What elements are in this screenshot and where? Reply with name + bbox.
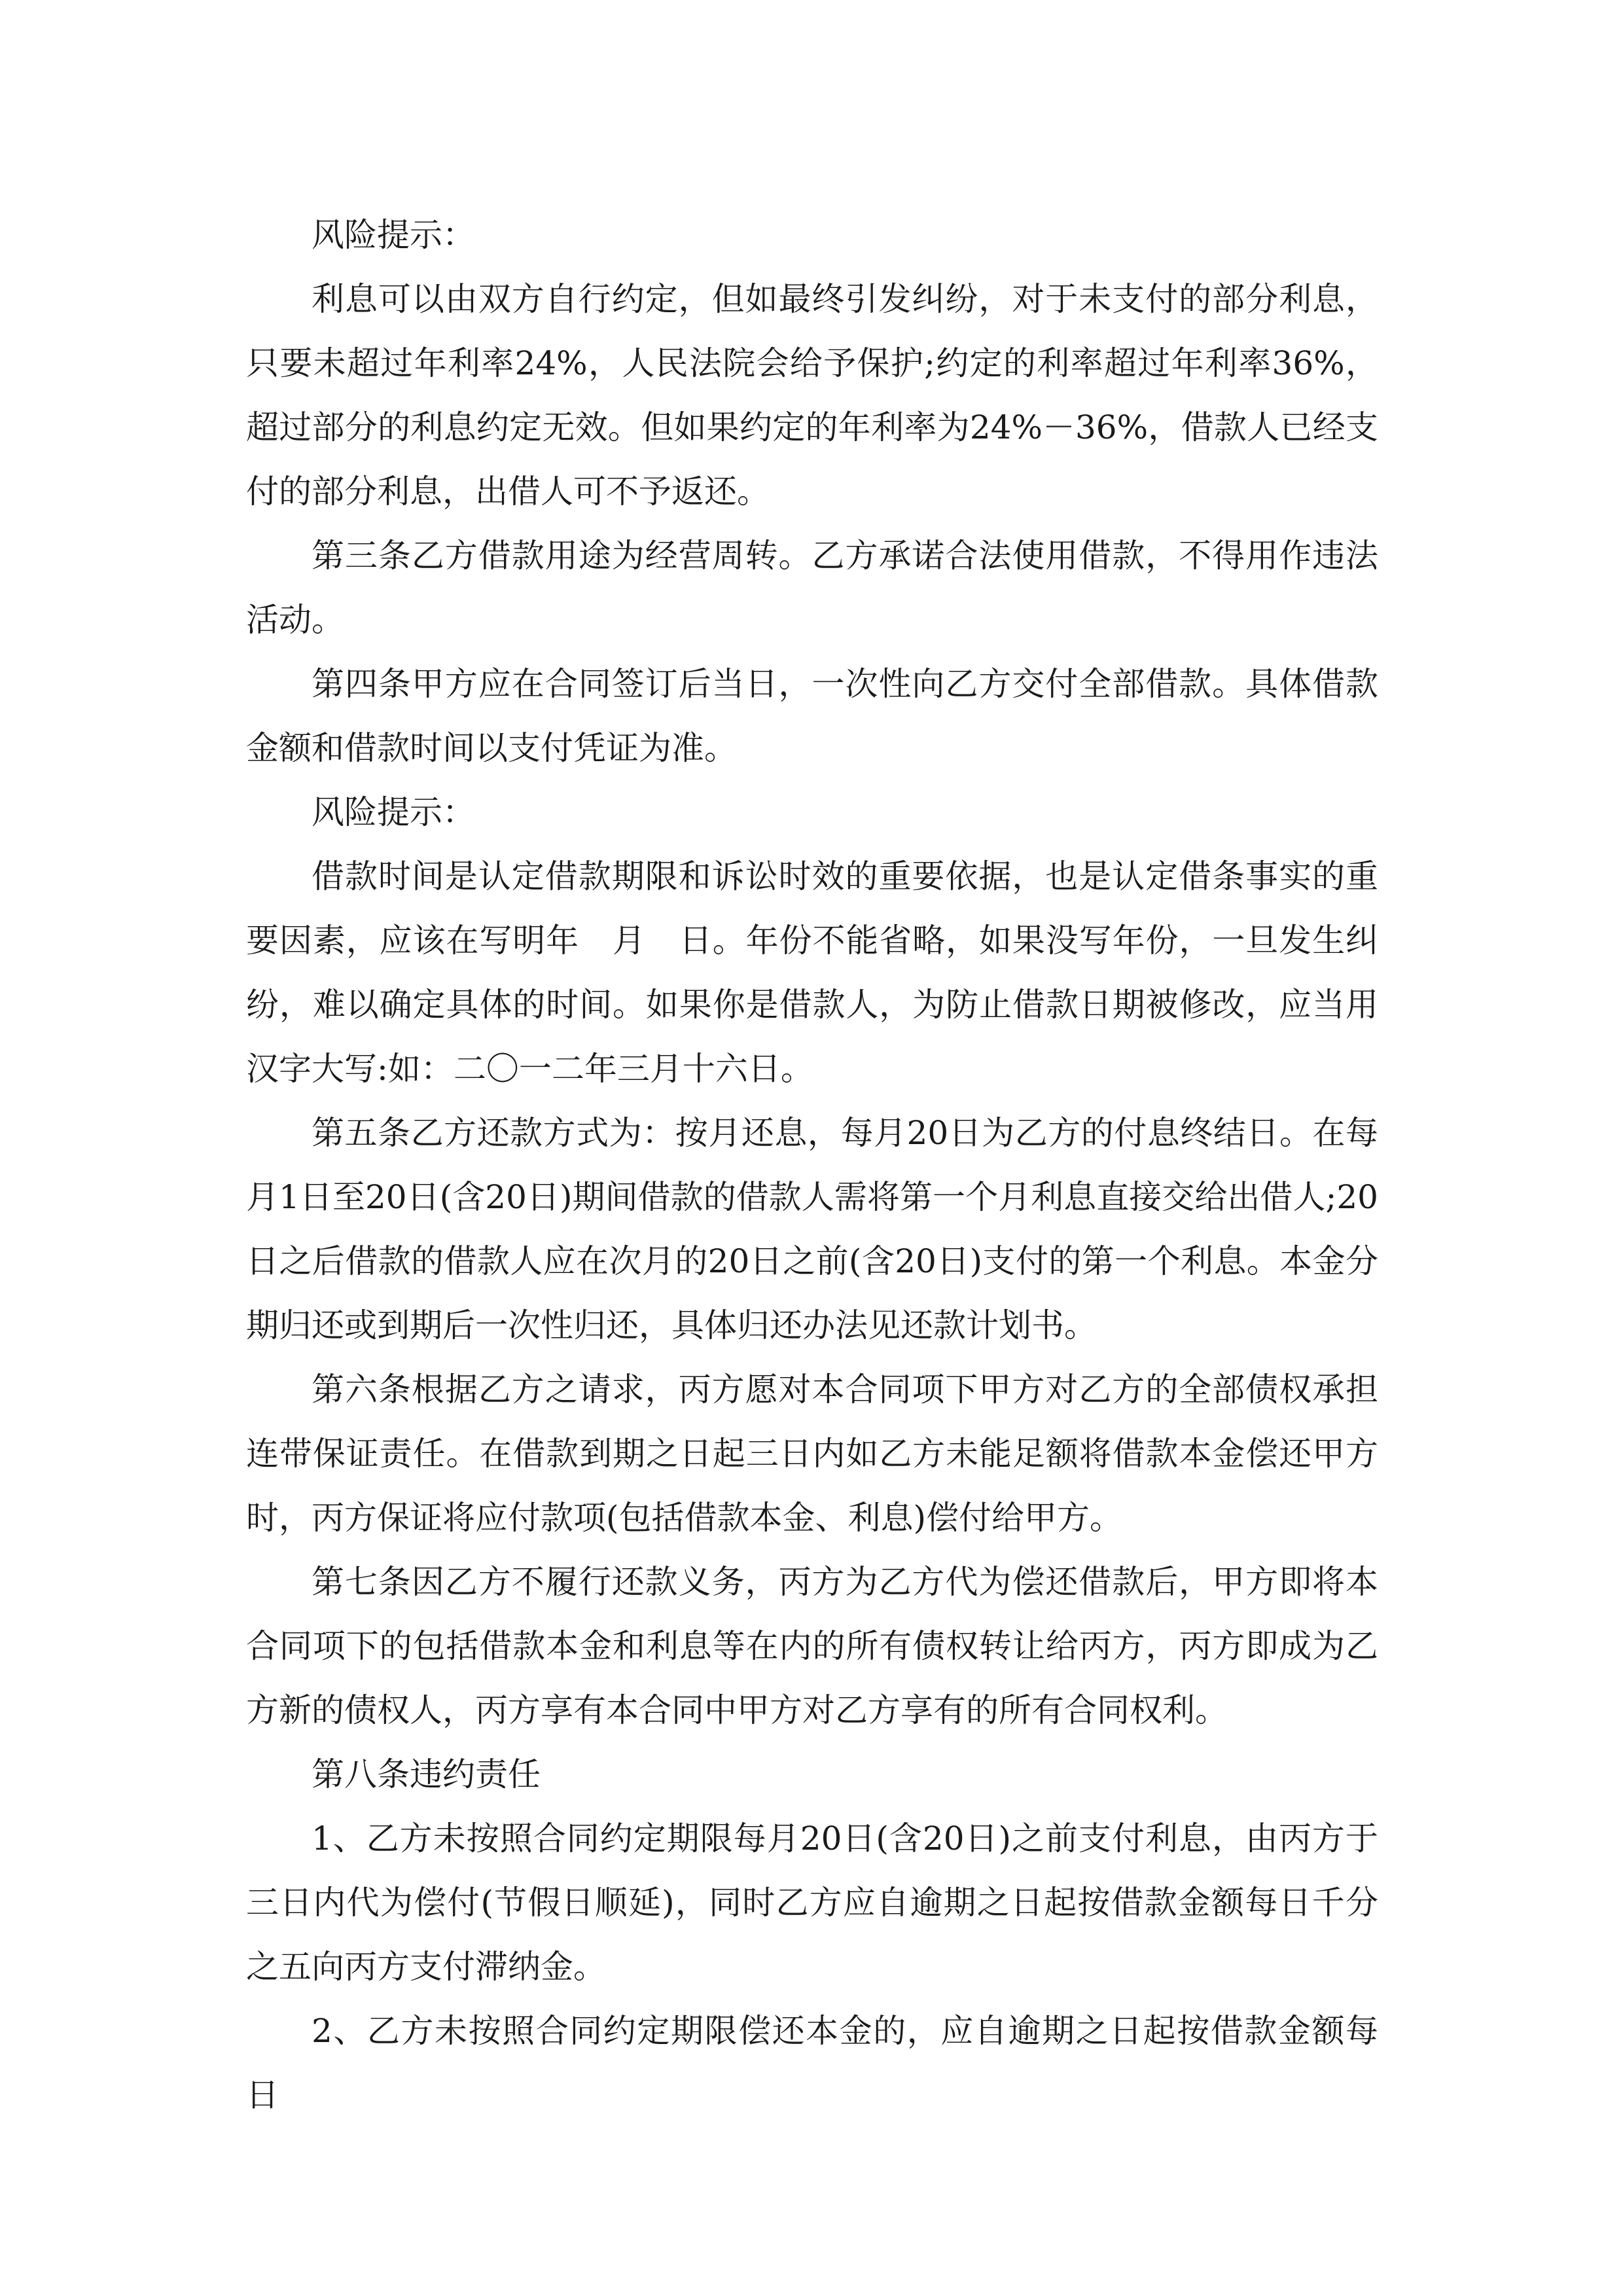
loan-time-risk-paragraph: 借款时间是认定借款期限和诉讼时效的重要依据，也是认定借条事实的重要因素，应该在写明年 月 日。年份不能省略，如果没写年份，一旦发生纠纷，难以确定具体的时间。如果你是借款人，为防止借款日期被修改，应当用汉字大写:如：二〇一二年三月十六日。 (246, 857, 1378, 1088)
risk-notice-heading-2: 风险提示： (312, 793, 475, 831)
breach-clause-2: 2、乙方未按照合同约定期限偿还本金的，应自逾期之日起按借款金额每日 (246, 2012, 1378, 2114)
article-7-paragraph: 第七条因乙方不履行还款义务，丙方为乙方代为偿还借款后，甲方即将本合同项下的包括借款本金和利息等在内的所有债权转让给丙方，丙方即成为乙方新的债权人，丙方享有本合同中甲方对乙方享有的所有合同权利。 (246, 1563, 1378, 1729)
article-6-paragraph: 第六条根据乙方之请求，丙方愿对本合同项下甲方对乙方的全部债权承担连带保证责任。在借款到期之日起三日内如乙方未能足额将借款本金偿还甲方时，丙方保证将应付款项(包括借款本金、利息)偿付给甲方。 (246, 1371, 1378, 1537)
article-3-paragraph: 第三条乙方借款用途为经营周转。乙方承诺合法使用借款，不得用作违法活动。 (246, 537, 1378, 639)
breach-clause-1: 1、乙方未按照合同约定期限每月20日(含20日)之前支付利息，由丙方于三日内代为偿付(节假日顺延)，同时乙方应自逾期之日起按借款金额每日千分之五向丙方支付滞纳金。 (246, 1820, 1378, 1986)
document-body (246, 203, 1378, 2127)
risk-notice-heading: 风险提示： (312, 216, 475, 254)
interest-risk-paragraph: 利息可以由双方自行约定，但如最终引发纠纷，对于未支付的部分利息，只要未超过年利率24%，人民法院会给予保护;约定的利率超过年利率36%，超过部分的利息约定无效。但如果约定的年利率为24%－36%，借款人已经支付的部分利息，出借人可不予返还。 (246, 280, 1378, 511)
article-4-paragraph: 第四条甲方应在合同签订后当日，一次性向乙方交付全部借款。具体借款金额和借款时间以支付凭证为准。 (246, 665, 1378, 767)
article-5-paragraph: 第五条乙方还款方式为：按月还息，每月20日为乙方的付息终结日。在每月1日至20日(含20日)期间借款的借款人需将第一个月利息直接交给出借人;20日之后借款的借款人应在次月的20日之前(含20日)支付的第一个利息。本金分期归还或到期后一次性归还，具体归还办法见还款计划书。 (246, 1114, 1378, 1344)
article-8-heading: 第八条违约责任 (312, 1755, 541, 1793)
